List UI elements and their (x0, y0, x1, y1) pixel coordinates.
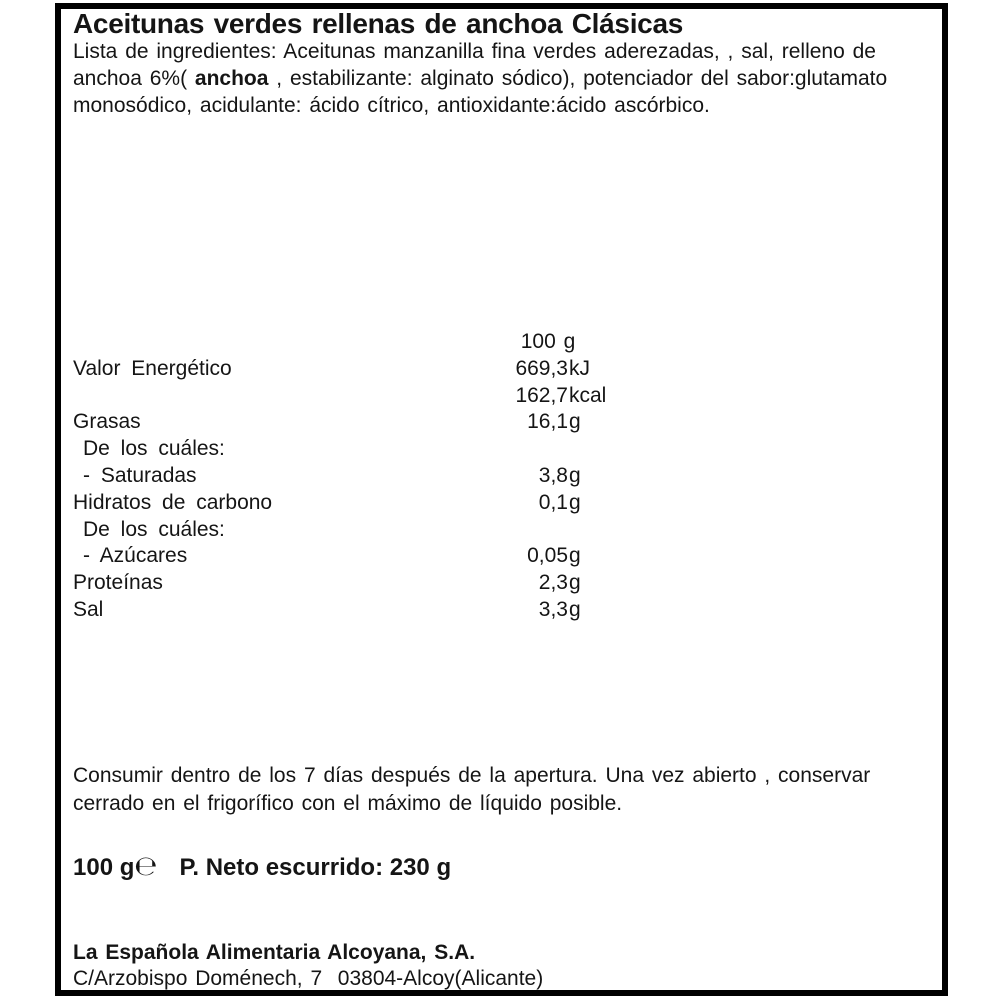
nutrition-unit: g (569, 410, 581, 434)
nutrition-row-of-which-carbs (73, 517, 713, 544)
drained-weight: P. Neto escurrido: 230 g (179, 854, 452, 881)
storage-note: Consumir dentro de los 7 días después de la apertura. Una vez abierto , conservar cerrado en el frigorífico con el máximo de líquido posible. (73, 764, 871, 815)
nutrition-unit: g (569, 544, 581, 568)
nutrition-label: De los cuáles: (83, 437, 225, 461)
nutrition-value: 0,1 (538, 490, 568, 514)
nutrition-row-energy-kcal (73, 383, 713, 410)
nutrition-table (73, 329, 713, 624)
net-weight-quantity: 100 g (73, 854, 135, 881)
ingredients-bold-allergen: anchoa (194, 67, 269, 90)
nutrition-unit: g (569, 571, 581, 595)
manufacturer-name: La Española Alimentaria Alcoyana, S.A. (73, 941, 476, 964)
nutrition-value: 669,3 (515, 356, 568, 380)
nutrition-row-energy (73, 356, 713, 383)
nutrition-unit: kcal (569, 383, 607, 407)
nutrition-column-header: 100 g (520, 330, 576, 353)
nutrition-unit: kJ (569, 356, 590, 380)
nutrition-value: 16,1 (527, 410, 568, 434)
product-label (55, 3, 948, 996)
nutrition-label: - Azúcares (83, 544, 188, 568)
nutrition-row-of-which-fat (73, 436, 713, 463)
ingredients-before-bold: Lista de ingredientes: Aceitunas manzanilla fina verdes aderezadas, , sal, relleno de anchoa 6%( (73, 40, 876, 90)
nutrition-unit: g (569, 490, 581, 514)
nutrition-value: 2,3 (538, 571, 568, 595)
nutrition-label: Grasas (73, 410, 141, 434)
ingredients-text (73, 38, 929, 119)
nutrition-label: Valor Energético (73, 356, 232, 380)
nutrition-label: Proteínas (73, 571, 163, 595)
nutrition-unit: g (569, 463, 581, 487)
estimated-sign: ℮ (134, 851, 158, 882)
manufacturer-address: C/Arzobispo Doménech, 7 03804-Alcoy(Alicante) (73, 967, 544, 990)
nutrition-row-carbs (73, 490, 713, 517)
net-weight-line (73, 851, 451, 882)
nutrition-row-saturated (73, 463, 713, 490)
nutrition-value: 3,8 (538, 463, 568, 487)
nutrition-value: 162,7 (515, 383, 568, 407)
nutrition-label: Sal (73, 597, 104, 621)
nutrition-label: - Saturadas (83, 463, 197, 487)
nutrition-row-sugars (73, 543, 713, 570)
ingredients-after-bold: , estabilizante: alginato sódico), potenciador del sabor:glutamato monosódico, acidulante: ácido cítrico, antioxidante:ácido ascórbico. (73, 67, 888, 117)
nutrition-value: 3,3 (538, 597, 568, 621)
product-title: Aceitunas verdes rellenas de anchoa Clásicas (73, 8, 683, 39)
nutrition-unit: g (569, 597, 581, 621)
nutrition-row-protein (73, 570, 713, 597)
nutrition-label: Hidratos de carbono (73, 490, 273, 514)
nutrition-row-salt (73, 597, 713, 624)
nutrition-row-fat (73, 409, 713, 436)
nutrition-value: 0,05 (527, 544, 568, 568)
nutrition-label: De los cuáles: (83, 517, 225, 541)
